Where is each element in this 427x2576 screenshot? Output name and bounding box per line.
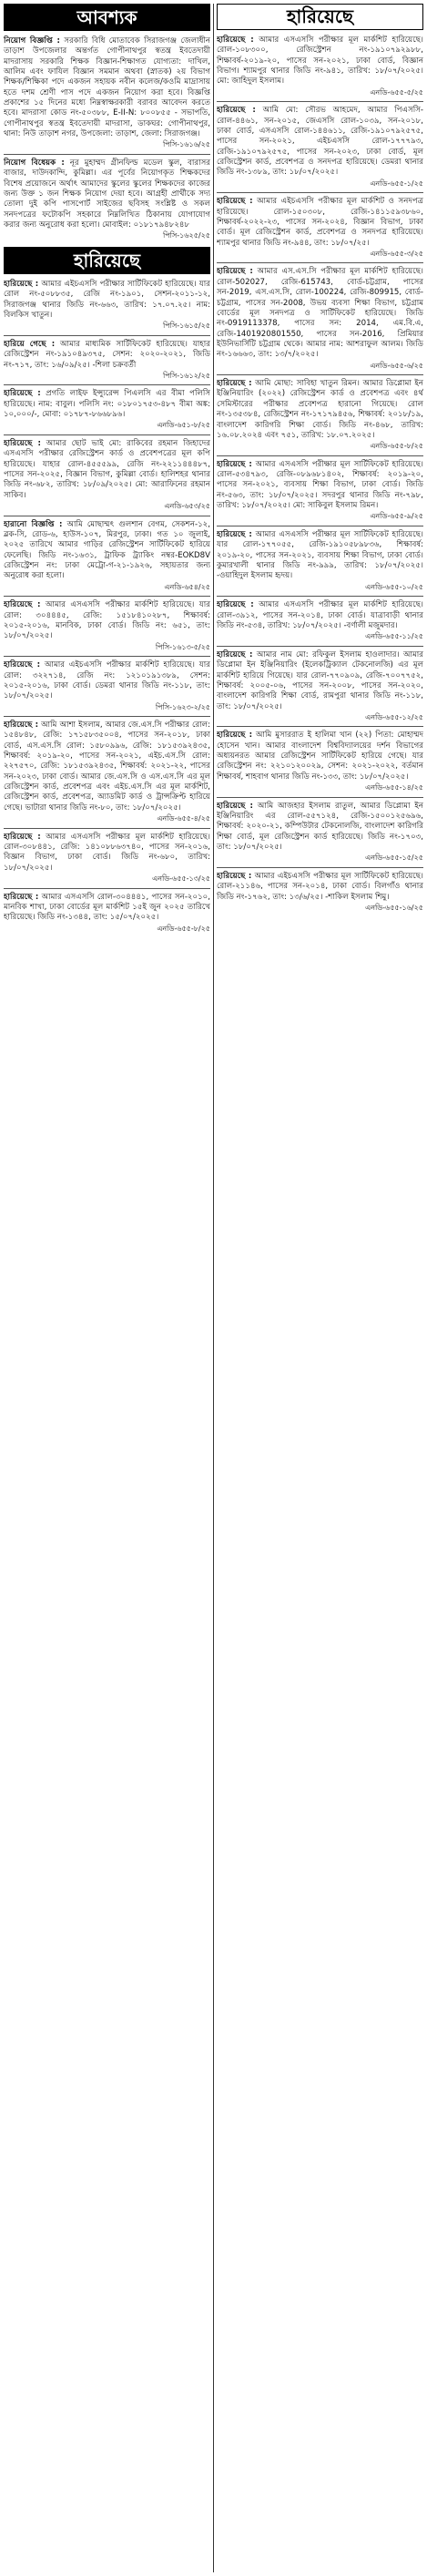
ad-keyword: হারিয়েছে :	[4, 439, 41, 449]
ad-keyword: নিয়োগ বিজ্ঞপ্তি :	[4, 36, 60, 46]
classified-ad	[4, 340, 210, 382]
ad-separator	[217, 596, 423, 597]
ad-separator	[217, 646, 423, 647]
right-column	[217, 4, 423, 2572]
ad-separator	[4, 656, 210, 657]
ad-keyword: হারিয়েছে :	[4, 832, 41, 842]
classified-ad	[4, 280, 210, 332]
classified-ad	[4, 600, 210, 652]
ad-text	[217, 197, 423, 249]
ad-text	[4, 660, 210, 701]
ad-separator	[217, 101, 423, 102]
ad-body: আমি মো: সৌরভ আহমেদ, আমার পিএসসি-রোল-৪৪৬১, সন-২০১৫, জেএসসি রোল-১০৩৯, সন-২০১৮, ঢাকা বোর্ড, এসএসসি রোল-১৪৪৬১১, রেজি-১৯১০৭৯২৫৭৫, পাসের সন-২০২১, এইচএসসি রোল-১৭৭৭৯৩, রেজি-১৯১০৭৯২৫৭৫, পাসের সন-২০২৩, ঢাকা বোর্ড, মূল রেজিস্ট্রেশন কার্ড, প্রবেশপত্র ও সনদপত্র হারিয়েছে। ডেমরা থানার জিডি নং-১৩৮৯, তাং: ১৮/০৭/২০২৫।	[217, 106, 423, 178]
ad-keyword: হারিয়েছে :	[217, 801, 253, 811]
ad-keyword: হারিয়েছে :	[4, 389, 41, 399]
ad-keyword: নিয়োগ বিধেয়ক :	[4, 158, 65, 168]
classified-ad	[217, 650, 423, 723]
ad-reference-code: এনডি-৬৫৫-১৬/২৫	[365, 904, 423, 913]
ad-reference-code: এনডি-৬৫৫-১০/২৫	[365, 582, 423, 591]
ad-reference-code: এনডি-৬৫৩/২৫	[164, 502, 210, 511]
ad-keyword: হারিয়েছে :	[217, 459, 252, 469]
classified-ad	[217, 267, 423, 371]
ad-text	[217, 267, 423, 360]
ad-body: আমার এস.এস.সি পরীক্ষার মূল মার্কশিট হারিয়েছে। রোল-502027, রেজি-615743, বোর্ড-চট্টগ্রাম, পাসের সন-2019, এস.এস.সি, রোল-100224, রেজি-809915, বোর্ড-চট্টগ্রাম, পাসের সন-2008, উভয় ব্যবসা শিক্ষা বিভাগ, চট্টগ্রাম বোর্ডের মূল সনদপত্র ও সার্টিফিকেট হারিয়েছে। জিডি নং-0919113378, পাসের সন: 2014, এম.বি.এ, রেজি-1401920801550, পাসের সন-2016, প্রিমিয়ার ইউনিভার্সিটি চট্টগ্রাম থেকে। আমার নাম: আশরাফুল আলম। জিডি নং-১৬৬৬৩, তাং: ১৩/৭/২০২৫।	[217, 267, 423, 360]
ad-text	[4, 600, 210, 641]
ad-text	[217, 650, 423, 712]
classified-ad	[217, 197, 423, 259]
section-heading-lost-left: হারিয়েছে	[4, 247, 210, 274]
ad-body: আমি আশা ইসলাম, আমার জে.এস.সি পরীক্ষার রোল: ১৫৪৮৪৮, রেজি: ১৭১৫৮৩৫০০৪, পাসের সন-২০১৮, ঢাকা বোর্ড, এস.এস.সি রোল: ১৫৮০৯৯৬, রেজি: ১৮১৫৩৯২৪৩৫, শিক্ষাবর্ষ: ২০১৯-২০, পাসের সন-২০২১, এইচ.এস.সি রোল: ২২৭৫৭০, রেজি: ১৮১৫৩৯২৪৩৫, শিক্ষাবর্ষ: ২০২১-২২, পাসের সন-২০২৩, ঢাকা বোর্ড। আমার জে.এস.সি ও এস.এস.সি এর মূল রেজিস্ট্রেশন কার্ড, প্রবেশপত্র এবং এইচ.এস.সি এর মূল মার্কশিট, রেজিস্ট্রেশন কার্ড, প্রবেশপত্র, অ্যাডমিট কার্ড ও ট্রান্সক্রিপ্ট হারিয়ে গেছে। ভাটারা থানার জিডি নং-৮০, তাং: ১৮/০৭/২০২৫।	[4, 721, 210, 813]
classified-ad	[4, 389, 210, 431]
left-column	[4, 4, 210, 2572]
ad-text	[217, 530, 423, 582]
classified-ad	[4, 36, 210, 150]
ad-text	[4, 893, 210, 924]
ad-body: আমি মুসাররাত ই হালিমা খান (২২) পিতা: মোহাম্মদ হোসেন খান। আমার বাংলাদেশ বিশ্ববিদ্যালয়ের দর্শন বিভাগের অধ্যয়নরত আমার রেজিস্ট্রেশন সার্টিফিকেট হারিয়ে গেছে। যার রেজিস্ট্রেশন নং: ২২১০১২০০২৯, সেশন: ২০২১-২০২২, বর্তমান শিক্ষাবর্ষ, শাহবাগ থানার জিডি নং-১৩৩, তাং: ১৮/০৭/২০২৫।	[217, 731, 423, 782]
ad-body: আমার এসএসসি পরীক্ষার মূল সার্টিফিকেট হারিয়েছে। রোল-৫৩৪৭৯৩, রেজি-০৮৯৬৮১৪০২, শিক্ষাবর্ষ: ২০১৯-২০, পাসের সন-২০২১, ব্যবসায় শিক্ষা বিভাগ, ঢাকা বোর্ড। জিডি নং-৫৬৩, তাং: ১৮/০৭/২০২৫। সদরপুর থানার জিডি নং-৭৯৮, তারিখ: ১৮/০৭/২০২৫। মো: সাকিবুল ইসলাম রিমন।	[217, 459, 423, 511]
ad-separator	[217, 867, 423, 868]
classified-ad	[217, 106, 423, 189]
classified-ad	[217, 600, 423, 642]
ad-text	[217, 600, 423, 631]
ad-separator	[4, 596, 210, 597]
ad-keyword: হারিয়েছে :	[4, 600, 41, 610]
ad-text	[4, 158, 210, 230]
ad-body: আমার এইচএসসি পরীক্ষার মার্কশিট হারিয়েছে। যার রোল: ৩২২৭১৪, রেজি নং: ১২১০১৯১৩৮৯, সেশন: ২০১৫-২০১৬, ঢাকা বোর্ড। ডেমরা থানার জিডি নং-১১৮, তাং: ১৮/০৭/২০২৫।	[4, 660, 210, 701]
ad-keyword: হারিয়েছে :	[217, 106, 256, 116]
ad-separator	[217, 726, 423, 727]
ad-reference-code: পিসি-১৬২৩-২/২৫	[155, 702, 210, 711]
ad-separator	[217, 192, 423, 193]
ad-separator	[217, 797, 423, 798]
ad-keyword: হারিয়েছে :	[217, 649, 253, 659]
ad-separator	[4, 828, 210, 829]
ad-body: আমার এসএসসি পরীক্ষার মূল মার্কশিট হারিয়েছে। রোল-৩৯১২, পাসের সন-২০১৪, ঢাকা বোর্ড। যাত্রাবাড়ী থানার জিডি নং-৫৩৪, তারিখ: ১৮/০৭/২০২৫। -বর্ণালী মজুমদার।	[217, 600, 423, 630]
section-heading-lost-right: হারিয়েছে	[217, 4, 423, 30]
classified-ad	[4, 893, 210, 935]
ad-text	[4, 721, 210, 813]
ad-reference-code: এনডি-৬৫৫-১২/২৫	[365, 712, 423, 721]
ad-text	[217, 460, 423, 512]
ad-separator	[4, 154, 210, 155]
ad-text	[4, 36, 210, 139]
ad-body: আমার নাম মো: রফিকুল ইসলাম হাওলাদার। আমার ডিপ্লোমা ইন ইঞ্জিনিয়ারিং (ইলেকট্রিক্যাল টেকনোলজি) এর মূল মার্কশিট হারিয়ে গিয়েছে। যার রোল-৭৭০৯০৯, রেজি-৭০০৭৭৫২, শিক্ষাবর্ষ: ২০০৫-০৬, পাসের সন-২০০৮, পাসের সন-২০২০, বাংলাদেশ কারিগরি শিক্ষা বোর্ড, রামপুরা থানার জিডি নং-১১৮, তাং: ১৮/০৭/২০২৫।	[217, 649, 423, 711]
ad-text	[217, 731, 423, 782]
ad-reference-code: এনডি-৬৫৫-১১/২৫	[365, 632, 423, 641]
ad-reference-code: পিসি-১৬১৬/২৫	[162, 140, 210, 149]
ad-body: আমার এসএসসি পরীক্ষার মার্কশিট হারিয়েছে। যার রোল: ৩০৪৪৪৫, রেজি: ১৫১৮৪১০২৮৭, শিক্ষাবর্ষ: ২০১৫-২০১৬, মানবিক, ঢাকা বোর্ড। জিডি নং: ৬৫১, তাং: ১৮/০৭/২০২৫।	[4, 600, 210, 641]
ad-body: আমি আজহার ইসলাম রাতুল, আমার ডিপ্লোমা ইন ইঞ্জিনিয়ারিং এর রোল-৫৫৭১২৪, রেজি-১৫০০১২৫৬৯৬, শিক্ষাবর্ষ: ২০২০-২১, কম্পিউটার টেকনোলজি, বাংলাদেশ কারিগরি শিক্ষা বোর্ড, মূল রেজিস্ট্রেশন কার্ড হারিয়েছে। জিডি নং-১৭০৩, তাং: ১৮/০৭/২০২৫।	[217, 801, 423, 853]
ad-body: আমার এইচএসসি পরীক্ষার সার্টিফিকেট হারিয়েছে। যার রোল নং-৫০৮৮৩৫, রেজি নং-১৯০১, সেশন-২০১১-১২, সিরাজগঞ্জ থানার জিডি নং-৬৬৩, তারিখ: ১৭.০৭.২৫। নাম: বিলকিস খাতুন।	[4, 279, 210, 320]
ad-text	[217, 36, 423, 87]
classified-ad	[217, 530, 423, 592]
classified-ad	[217, 802, 423, 864]
ad-keyword: হারিয়েছে :	[4, 892, 39, 902]
ad-text	[217, 872, 423, 903]
classified-ad	[4, 520, 210, 593]
ad-reference-code: এনডি-৬৫৫-১৪/২৫	[365, 783, 423, 792]
ad-keyword: হারিয়েছে :	[4, 721, 39, 731]
ad-keyword: হারিয়েছে :	[217, 731, 253, 741]
ad-reference-code: পিসি-১৬১৩-৫/২৫	[155, 642, 210, 651]
ad-text	[4, 340, 210, 371]
lost-ads-list-right	[217, 36, 423, 914]
classified-ad	[4, 721, 210, 824]
ad-text	[217, 379, 423, 441]
ad-text	[4, 439, 210, 501]
ad-keyword: হারিয়েছে :	[4, 279, 39, 289]
ad-reference-code: এনডি-৬৫৫-৫/২৫	[370, 87, 423, 97]
classified-ad	[4, 439, 210, 512]
ad-reference-code: পিসি-১৬১২/২৫	[162, 371, 210, 380]
classified-ad	[217, 460, 423, 522]
ad-keyword: হারিয়েছে :	[217, 267, 253, 277]
ad-text	[217, 802, 423, 854]
classified-ad	[4, 158, 210, 241]
wanted-ads-list	[4, 36, 210, 241]
ad-reference-code: এনডি-৬৫৫-১৩/২৫	[152, 874, 210, 884]
ad-keyword: হারিয়েছে :	[217, 600, 254, 610]
ad-body: আমার এসএসসি রোল-৩০৪৪৪১, পাসের সন-২০১০, মানবিক শাখা, ঢাকা বোর্ডের মূল মার্কশিট ১৫ই জুন ২০২৫ তারিখে হারিয়েছে। জিডি নং-১৩৪৪, তাং: ১৫/০৭/২০২৫।	[4, 892, 210, 923]
ad-body: প্রগতি লাইফ ইন্স্যুরেন্স পিএলসি এর বীমা পলিসি হারিয়েছে। নাম: বাবুল। পলিসি নং: ০১৮০১৭৫৩-৪৮৭ বীমা অঙ্ক: ১০,০০০/-, মোবা: ০১৭৮৭-৮৬৬৮৯৬।	[4, 389, 210, 420]
ad-separator	[217, 455, 423, 456]
ad-keyword: হারিয়েছে :	[217, 871, 252, 881]
ad-body: নূর মুহাম্মদ গ্রীনফিল্ড মডেল স্কুল, বারাসর বাজার, দাউদকান্দি, কুমিল্লা। এর পূর্বের নিয়োগকৃত শিক্ষকদের বিশেষ প্রয়োজনে অর্থাৎ আমাদের স্কুলের স্কুলের শিক্ষকদের কাজের জন্য উক্ত ১ জন শিক্ষক নিয়োগ দেয়া হবে। আগ্রহী প্রার্থীকে সদ্য তোলা দুই কপি পাসপোর্ট সাইজের ছবিসহ সংশ্লিষ্ট ও সকল সনদপত্রের ফটোকপি সহকারে নিম্নলিখিত ঠিকানায় যোগাযোগ করার জন্য অনুরোধ করা হলো। মোবাইল: ০১৮১৭৯৪৮২৪৮	[4, 158, 210, 230]
ad-body: আমি মোছাম্মৎ গুলশান বেগম, সেকশন-১২, ব্লক-সি, রোড-৬, হাউস-১০৭, মিরপুর, ঢাকা। গত ১০ জুলাই, ২০২৫ তারিখে আমার গাড়ির রেজিস্ট্রেশন সার্টিফিকেট হারিয়ে ফেলেছি। জিডি নং-১৬৩১, ট্রাফিক ট্র্যাকিং নম্বর-EOKD8V রেজিস্ট্রেশন নং: ঢাকা মেট্রো-গ-২১-১৯২৬, সহায়তার জন্য অনুরোধ করা হলো।	[4, 519, 210, 581]
ad-reference-code: এনডি-৬৫৫-৮/২৫	[157, 924, 210, 933]
ad-reference-code: এনডি-৬৫৫-৯/২৫	[370, 512, 423, 521]
ad-keyword: হারিয়েছে :	[4, 660, 41, 670]
classified-ad	[217, 379, 423, 452]
ad-reference-code: এনডি-৬৫৫-৬/২৫	[370, 361, 423, 370]
ad-body: আমার এসএসসি পরীক্ষার মূল মার্কশিট হারিয়েছে। রোল-৩০৮৪৪১, রেজি: ১৪১০৮৮৬৩৭৪০, পাসের সন-২০১৬, বিজ্ঞান বিভাগ, ঢাকা বোর্ড। জিডি নং-৬৮০, তারিখ: ১৮/০৭/২০২৫।	[4, 832, 210, 873]
ad-body: আমার এসএসসি পরীক্ষার মূল মার্কশিট হারিয়েছে। রোল-১০৮৩০০, রেজিস্ট্রেশন নং-১৯১০৭৯২৯৮৮, শিক্ষাবর্ষ-২০১৯-২০, পাসের সন-২০২১, ঢাকা বোর্ড, বিজ্ঞান বিভাগ। শ্যামপুর থানার জিডি নং-৯৪১, তারিখ: ১৮/০৭/২০২৫। মো: জাহিদুল ইসলাম।	[217, 36, 423, 87]
ad-separator	[217, 262, 423, 263]
ad-body: সরকারি বিধি মোতাবেক সিরাজগঞ্জ জেলাধীন তাড়াশ উপজেলার অন্তর্গত গোপীনাথপুর স্বতন্ত্র ইবতেদায়ী মাদরাসায় সরকারি শিক্ষক বিজ্ঞান-শিক্ষাগত যোগ্যতা: দাখিল, আলিম এবং ফাযিল বিজ্ঞান সমমান অথবা (স্নাতক) ২য় বিভাগ শিক্ষক/শিক্ষিকা পদে একজন সহায়ক নবীন কলেজ/কওমি মাদ্রাসায় হতে দশম শ্রেণী পাস পদে একজন নিয়োগ করা হবে। বিজ্ঞপ্তি প্রকাশের ১৫ দিনের মধ্যে নিম্নস্বাক্ষরকারী বরাবর আবেদন করতে হবে। মাদরাসা কোড নং-৫০৩৮৮, E-II-N: ৮০০৮৫৫ - সভাপতি, গোপীনাথপুর স্বতন্ত্র ইবতেদায়ী মাদরাসা, ডাকঘর: গোপীনাথপুর, থানা: নিউ তাড়াশ নগর, উপজেলা: তাড়াশ, জেলা: সিরাজগঞ্জ।	[4, 36, 210, 139]
ad-reference-code: এনডি-৬৫৫-৪/২৫	[157, 814, 210, 823]
ad-keyword: হারিয়েছে :	[217, 530, 252, 539]
ad-reference-code: এনডি-৬৫৫-৮/২৫	[370, 442, 423, 451]
ad-keyword: হারানো বিজ্ঞপ্তি :	[4, 519, 63, 529]
classified-ad	[4, 660, 210, 712]
ad-reference-code: এনডি-৬৫৫-৩/২৫	[370, 249, 423, 258]
ad-body: আমার এইচএসসি পরীক্ষার মূল সার্টিফিকেট হারিয়েছে। রোল-২১১৪৬, পাসের সন-২০১৪, ঢাকা বোর্ড। বিলগাঁও থানার জিডি নং-১৭৬২, তাং: ১৩/৬/২৫। -শাকিল ইসলাম শিমু।	[217, 871, 423, 902]
ad-keyword: হারিয়েছে :	[217, 197, 253, 207]
ad-reference-code: এনডি-৬৫৪/২৫	[164, 582, 210, 591]
ad-body: আমার মাধ্যমিক সার্টিফিকেট হারিয়েছে। যাহার রেজিস্ট্রেশন নং-১৯১০৪৯৩৭৫, সেশন: ২০২০-২০২১, জিডি নং-৭১৭, তাং: ১৬/০৯/২৫। -শিলা চক্রবর্তী	[4, 339, 210, 370]
ad-text	[217, 106, 423, 178]
lost-ads-list-left	[4, 280, 210, 934]
ad-reference-code: এনডি-৬৫১-৮/২৫	[157, 421, 210, 430]
classified-ad	[217, 872, 423, 914]
ad-separator	[217, 374, 423, 375]
ad-text	[4, 833, 210, 874]
ad-separator	[4, 384, 210, 385]
ad-separator	[4, 335, 210, 336]
ad-reference-code: এনডি-৬৫৫-১/২৫	[370, 179, 423, 188]
ad-separator	[4, 434, 210, 435]
ad-keyword: হারিয়েছে :	[217, 379, 252, 389]
ad-keyword: হারিয়ে গেছে :	[4, 339, 56, 349]
section-heading-wanted: আবশ্যক	[4, 4, 210, 31]
ad-body: আমার ছোট ভাই মো: রাকিবের রহমান জিহাদের এসএসসি পরীক্ষার রেজিস্ট্রেশন কার্ড ও প্রবেশপত্রের মূল কপি হারিয়েছে। যাহার রোল-৪৫৫৫৯৯, রেজি নং-২২১১৪৪৪৮৭, পাসের সন-২০২৫, বিজ্ঞান বিভাগ, কুমিল্লা বোর্ড। হালিশহর থানার জিডি নং-৬৮২, তারিখ: ১৮/০৯/২০২৫। মো: আরাফিনের রহমান সাকিব।	[4, 439, 210, 500]
ad-text	[4, 280, 210, 321]
ad-reference-code: পিসি-১৬১৫/২৫	[162, 322, 210, 331]
classified-ad	[217, 731, 423, 792]
ad-separator	[4, 716, 210, 717]
ad-body: আমার এইচএসসি পরীক্ষার মূল মার্কশিট ও সনদপত্র হারিয়েছে। রোল-১৫০৩০৮, রেজি-১৪১১৫৯৩৮৬০, শিক্ষাবর্ষ-২০২২-২৩, পাসের সন-২০২৪, বিজ্ঞান বিভাগ, ঢাকা বোর্ড। মূল রেজিস্ট্রেশন কার্ড, প্রবেশপত্র ও সনদপত্র হারিয়েছে। শ্যামপুর থানার জিডি নং-৯৪৪, তাং: ১৮/০৭/২৫।	[217, 197, 423, 248]
ad-reference-code: পিসি-১৬২৫/২৫	[162, 231, 210, 240]
column-divider	[213, 4, 214, 2572]
ad-keyword: হারিয়েছে :	[217, 36, 254, 45]
ad-text	[4, 389, 210, 420]
ad-reference-code: এনডি-৬৫৫-১৫/২৫	[365, 854, 423, 863]
ad-body: আমার এসএসসি পরীক্ষার মূল সার্টিফিকেট হারিয়েছে। যার রোল-১৭৭০৫৫, রেজি-১৯১০৫৮৯৮৩৬, শিক্ষাবর্ষ: ২০১৯-২০, পাসের সন-২০২১, ব্যবসায় শিক্ষা বিভাগ, ঢাকা বোর্ড। কুমারখালী থানার জিডি নং-৯৯৯, তারিখ: ১৮/০৭/২০২৫। -ওয়াহিদুল ইসলাম হৃদয়।	[217, 530, 423, 581]
ad-body: আমি মোছা: সাবিহা খাতুন রিমন। আমার ডিপ্লোমা ইন ইঞ্জিনিয়ারিং (২০২২) রেজিস্ট্রেশন কার্ড ও প্রবেশপত্র এবং ৪র্থ সেমিস্টারের পরীক্ষার প্রবেশপত্র হারানো গিয়েছে। রোল নং-১৩৫৩৮৪, রেজিস্ট্রেশন নং-১৭১৭৯৪৫৬, শিক্ষাবর্ষ: ২০১৮/১৯, বাংলাদেশ কারিগরি শিক্ষা বোর্ড। জিডি নং-৪৬৮, তারিখ: ১৬.০৮.২০২৪ এবং ৭৫১, তারিখ: ১৮.০৭.২০২৫।	[217, 379, 423, 440]
ad-text	[4, 520, 210, 582]
ad-separator	[4, 888, 210, 889]
classified-ad	[4, 833, 210, 884]
classified-ad	[217, 36, 423, 97]
